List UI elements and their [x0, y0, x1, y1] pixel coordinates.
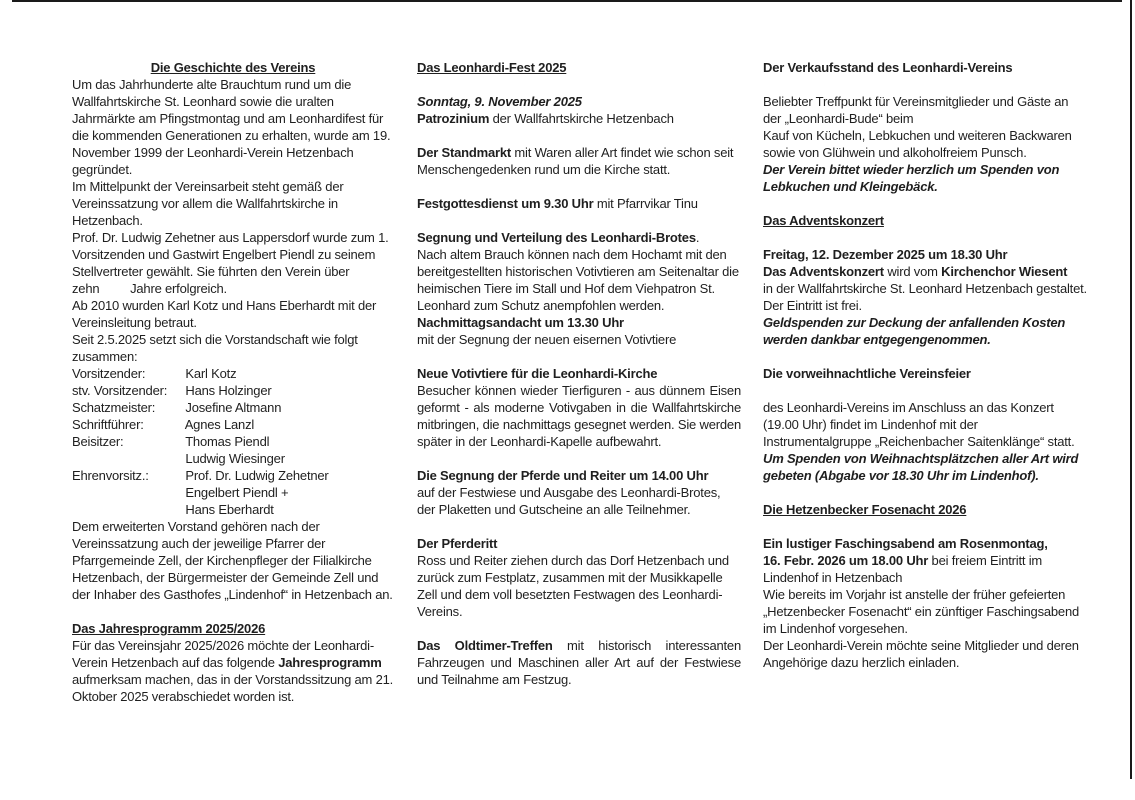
text-run: Jahresprogramm [278, 655, 382, 670]
text-run: des Leonhardi-Vereins im Anschluss an das Konzert (19.00 Uhr) findet im Lindenhof mit der Instrumentalgruppe „Reichenbacher Saitenklänge“ statt. [763, 400, 1075, 449]
paragraph [763, 399, 1088, 484]
text-run: mit Waren aller Art findet wie schon seit Menschengedenken rund um die Kirche statt. [417, 145, 734, 177]
text-run: Ein lustiger Faschingsabend am Rosenmontag, [763, 536, 1048, 551]
text-run: Wie bereits im Vorjahr ist anstelle der früher gefeierten „Hetzenbecker Fosenacht“ ein zünftiger Faschingsabend im Lindenhof vorgesehen. [763, 587, 1080, 636]
text-run: Der Pferderitt [417, 536, 498, 551]
section-heading: Die Geschichte des Vereins [150, 60, 316, 75]
officer-row [72, 467, 394, 484]
paragraph [72, 518, 394, 603]
officer-row [72, 382, 394, 399]
officer-role: Schriftführer: [72, 417, 144, 432]
paragraph [417, 365, 741, 382]
column-left [72, 59, 394, 705]
officer-name: Agnes Lanzl [184, 417, 255, 432]
text-run: Nachmittagsandacht um 13.30 Uhr [417, 315, 624, 330]
blank-line [763, 382, 1088, 399]
officer-row [72, 433, 394, 450]
text-run: der Wallfahrtskirche Hetzenbach [489, 111, 674, 126]
officer-role: Vorsitzender: [72, 366, 146, 381]
text-run: Kirchenchor Wiesent [941, 264, 1068, 279]
text-run: Um Spenden von Weihnachtsplätzchen aller Art wird gebeten (Abgabe vor 18.30 Uhr im Lindenhof). [763, 451, 1079, 483]
paragraph [417, 382, 741, 450]
text-run: Neue Votivtiere für die Leonhardi-Kirche [417, 366, 658, 381]
blank-line [417, 620, 741, 637]
officer-row [72, 450, 394, 467]
text-run: Beliebter Treffpunkt für Vereinsmitglieder und Gäste an der „Leonhardi-Bude“ beim [763, 94, 1069, 126]
text-run: Dem erweiterten Vorstand gehören nach der Vereinssatzung auch der jeweilige Pfarrer der Pfarrgemeinde Zell, der Kirchenpfleger der Filialkirche Hetzenbach, der Bürgermeister der Gemeinde Zell und der Inhaber des Gasthofes „Lindenhof“ in Hetzenbach an. [72, 519, 393, 602]
text-run: mit Pfarrvikar Tinu [593, 196, 698, 211]
officer-name: Josefine Altmann [185, 400, 282, 415]
officer-name: Ludwig Wiesinger [185, 451, 285, 466]
officer-row [72, 501, 394, 518]
text-run: Ab 2010 wurden Karl Kotz und Hans Eberhardt mit der Vereinsleitung betraut. [72, 298, 377, 330]
section-heading: Die Hetzenbecker Fosenacht 2026 [763, 502, 967, 517]
text-run: mit historisch interessanten Fahrzeugen und Maschinen aller Art auf der Festwiese und Teilnahme am Festzug. [417, 638, 741, 687]
blank-line [763, 348, 1088, 365]
blank-line [763, 484, 1088, 501]
blank-line [763, 195, 1088, 212]
officer-name: Karl Kotz [185, 366, 237, 381]
text-run: Der Standmarkt [417, 145, 512, 160]
officer-name: Prof. Dr. Ludwig Zehetner [185, 468, 329, 483]
text-run: Für das Vereinsjahr 2025/2026 möchte der Leonhardi-Verein Hetzenbach auf das folgende [72, 638, 374, 670]
paragraph [763, 93, 1088, 195]
text-run: . [695, 230, 700, 245]
text-run: Kauf von Kücheln, Lebkuchen und weiteren Backwaren sowie von Glühwein und alkoholfreiem Punsch. [763, 128, 1072, 160]
blank-line [417, 127, 741, 144]
blank-line [417, 450, 741, 467]
blank-line [417, 518, 741, 535]
text-run: auf der Festwiese und Ausgabe des Leonhardi-Brotes, der Plaketten und Gutscheine an alle Teilnehmer. [417, 485, 721, 517]
officer-role: Schatzmeister: [72, 400, 156, 415]
text-run: Seit 2.5.2025 setzt sich die Vorstandschaft wie folgt zusammen: [72, 332, 358, 364]
officer-name: Engelbert Piendl + [185, 485, 289, 500]
text-run: Im Mittelpunkt der Vereinsarbeit steht gemäß der Vereinssatzung vor allem die Wallfahrtskirche in Hetzenbach. [72, 179, 344, 228]
paragraph [417, 535, 741, 620]
text-run: Der Leonhardi-Verein möchte seine Mitglieder und deren Angehörige dazu herzlich einladen. [763, 638, 1079, 670]
paragraph [417, 195, 741, 212]
text-run: 16. Febr. 2026 um 18.00 Uhr [763, 553, 929, 568]
blank-line [417, 178, 741, 195]
text-run: Das Oldtimer-Treffen [417, 638, 553, 653]
officer-row [72, 365, 394, 382]
text-run: Patrozinium [417, 111, 490, 126]
officer-role: Beisitzer: [72, 434, 124, 449]
paragraph [417, 467, 741, 518]
text-run: Die Segnung der Pferde und Reiter um 14.00 Uhr [417, 468, 709, 483]
text-run: Festgottesdienst um 9.30 Uhr [417, 196, 594, 211]
text-run: Geldspenden zur Deckung der anfallenden Kosten werden dankbar entgegengenommen. [763, 315, 1066, 347]
officer-name: Thomas Piendl [185, 434, 270, 449]
blank-line [72, 603, 394, 620]
section-heading: Die vorweihnachtliche Vereinsfeier [763, 366, 971, 381]
text-run: in der Wallfahrtskirche St. Leonhard Hetzenbach gestaltet. [763, 281, 1087, 296]
blank-line [763, 229, 1088, 246]
paragraph [763, 535, 1088, 671]
text-run: Nach altem Brauch können nach dem Hochamt mit den bereitgestellten historischen Votivtieren am Seitenaltar die heimischen Tiere im Stall und Hof dem Viehpatron St. Leonhard zum Schutz anempfohlen werden. [417, 247, 739, 313]
officer-name: Hans Holzinger [185, 383, 272, 398]
column-right [763, 59, 1088, 671]
officer-role: stv. Vorsitzender: [72, 383, 168, 398]
paragraph [417, 229, 741, 348]
paragraph [417, 93, 741, 127]
section-heading: Der Verkaufsstand des Leonhardi-Vereins [763, 60, 1013, 75]
officer-row [72, 416, 394, 433]
page-right-border [1130, 0, 1132, 779]
text-run: aufmerksam machen, das in der Vorstandssitzung am 21. Oktober 2025 verabschiedet worden ist. [72, 672, 394, 704]
paragraph [72, 76, 394, 365]
text-run: mit der Segnung der neuen eisernen Votivtiere [417, 332, 677, 347]
text-run: Sonntag, 9. November 2025 [417, 94, 582, 109]
text-run: wird vom [883, 264, 942, 279]
text-run: Der Verein bittet wieder herzlich um Spenden von Lebkuchen und Kleingebäck. [763, 162, 1060, 194]
paragraph [763, 246, 1088, 348]
blank-line [417, 212, 741, 229]
section-heading: Das Jahresprogramm 2025/2026 [72, 621, 266, 636]
text-run: Ross und Reiter ziehen durch das Dorf Hetzenbach und zurück zum Festplatz, zusammen mit der Musikkapelle Zell und dem voll besetzten Festwagen des Leonhardi-Vereins. [417, 553, 729, 619]
text-run: Das Adventskonzert [763, 264, 884, 279]
section-heading: Das Adventskonzert [763, 213, 884, 228]
text-run: Segnung und Verteilung des Leonhardi-Brotes [417, 230, 696, 245]
page-top-border [12, 0, 1122, 2]
blank-line [763, 518, 1088, 535]
blank-line [763, 76, 1088, 93]
officer-role: Ehrenvorsitz.: [72, 468, 149, 483]
paragraph [72, 637, 394, 705]
blank-line [417, 348, 741, 365]
column-middle [417, 59, 741, 688]
text-run: Besucher können wieder Tierfiguren - aus dünnem Eisen geformt - als moderne Votivgaben in die Wallfahrtskirche mitbringen, die nachmittags gesegnet werden. Sie werden später in der Leonhardi-Kapelle aufbewahrt. [417, 383, 741, 449]
text-run: Freitag, 12. Dezember 2025 um 18.30 Uhr [763, 247, 1008, 262]
text-run: Prof. Dr. Ludwig Zehetner aus Lappersdorf wurde zum 1. Vorsitzenden und Gastwirt Engelbert Piendl zu seinem Stellvertreter gewählt. Sie führten den Verein über zehn Jahre erfolgreich. [72, 230, 389, 296]
blank-line [417, 76, 741, 93]
text-run: Der Eintritt ist frei. [763, 298, 862, 313]
text-run: bei freiem Eintritt im Lindenhof in Hetzenbach [763, 553, 1043, 585]
text-run: Um das Jahrhunderte alte Brauchtum rund um die Wallfahrtskirche St. Leonhard sowie die uralten Jahrmärkte am Pfingstmontag und am Leonhardifest für die kommenden Generationen zu erhalten, wurde am 19. November 1999 der Leonhardi-Verein Hetzenbach gegründet. [72, 77, 391, 177]
officer-name: Hans Eberhardt [185, 502, 274, 517]
officer-row [72, 399, 394, 416]
officer-row [72, 484, 394, 501]
paragraph [417, 637, 741, 688]
section-heading: Das Leonhardi-Fest 2025 [417, 60, 567, 75]
paragraph [417, 144, 741, 178]
